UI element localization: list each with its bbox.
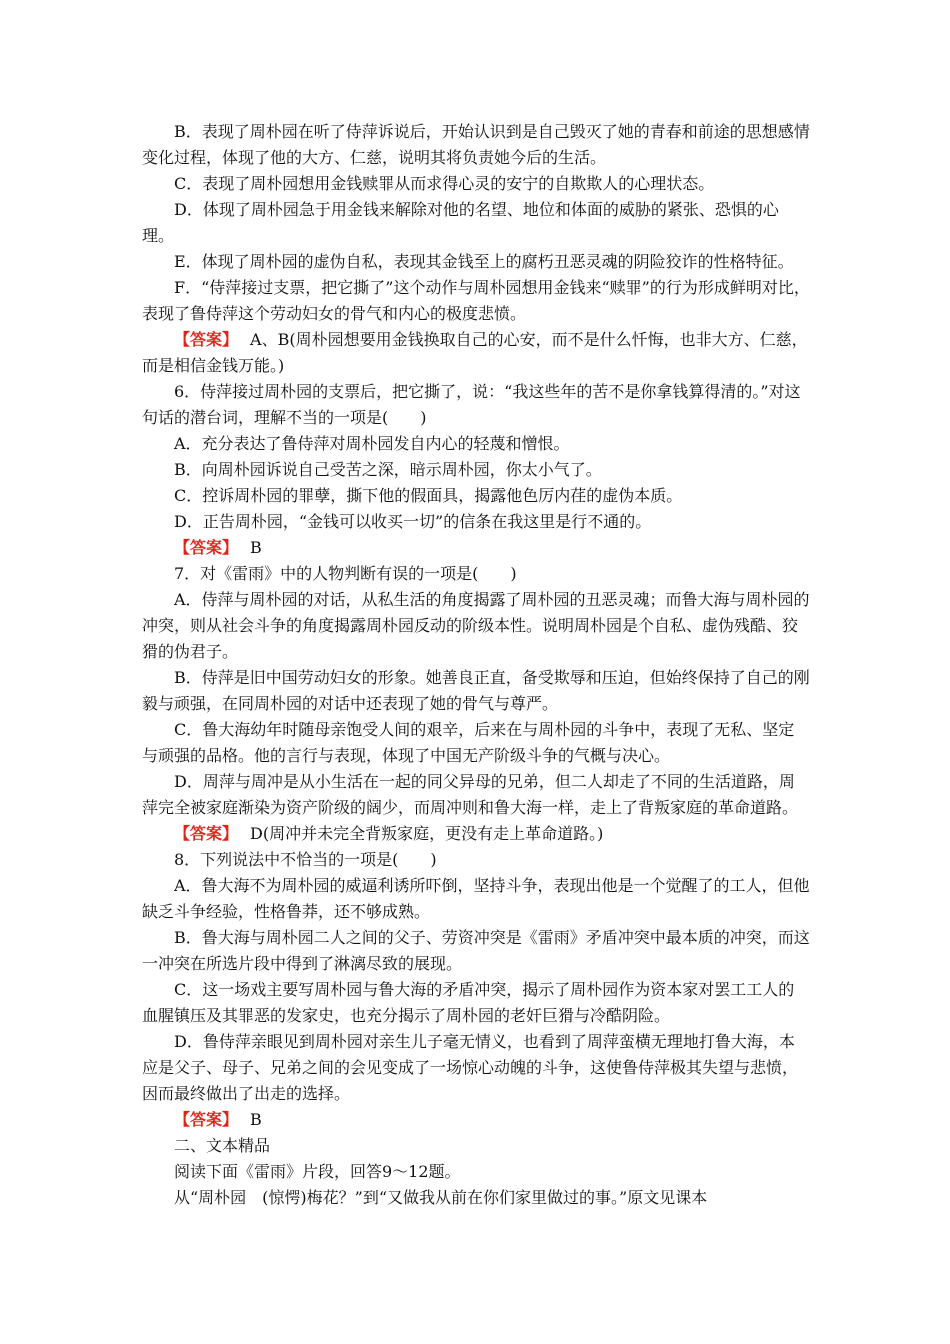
paragraph-q7-b: B．侍萍是旧中国劳动妇女的形象。她善良正直，备受欺辱和压迫，但始终保持了自己的刚毅与顽强，在同周朴园的对话中还表现了她的骨气与尊严。 (142, 668, 810, 713)
answer-line (142, 821, 810, 847)
answer-text: A、B(周朴园想要用金钱换取自己的心安，而不是什么忏悔，也非大方、仁慈，而是相信金钱万能。) (142, 330, 808, 375)
paragraph-q8-b: B．鲁大海与周朴园二人之间的父子、劳资冲突是《雷雨》矛盾冲突中最本质的冲突，而这一冲突在所选片段中得到了淋漓尽致的展现。 (142, 928, 810, 973)
answer-label: 【答案】 (174, 824, 239, 843)
paragraph-excerpt-range: 从“周朴园 (惊愕)梅花？”到“又做我从前在你们家里做过的事。”原文见课本 (174, 1188, 708, 1207)
paragraph-reading-intro: 阅读下面《雷雨》片段，回答9～12题。 (174, 1162, 461, 1181)
paragraph-q6: 6．侍萍接过周朴园的支票后，把它撕了，说：“我这些年的苦不是你拿钱算得清的。”对这句话的潜台词，理解不当的一项是( ) (142, 382, 801, 427)
answer-text: B (250, 1110, 262, 1129)
answer-label: 【答案】 (174, 538, 239, 557)
paragraph-q5-b: B．表现了周朴园在听了侍萍诉说后，开始认识到是自己毁灭了她的青春和前途的思想感情变化过程，体现了他的大方、仁慈，说明其将负责她今后的生活。 (142, 122, 810, 167)
paragraph-q7: 7．对《雷雨》中的人物判断有误的一项是( ) (174, 564, 517, 583)
paragraph-q7-a: A．侍萍与周朴园的对话，从私生活的角度揭露了周朴园的丑恶灵魂；而鲁大海与周朴园的冲突，则从社会斗争的角度揭露周朴园反动的阶级本性。说明周朴园是个自私、虚伪残酷、狡猾的伪君子。 (142, 590, 810, 661)
document-body (142, 119, 810, 1211)
answer-label: 【答案】 (174, 330, 239, 349)
paragraph-q7-c: C．鲁大海幼年时随母亲饱受人间的艰辛，后来在与周朴园的斗争中，表现了无私、坚定与顽强的品格。他的言行与表现，体现了中国无产阶级斗争的气概与决心。 (142, 720, 795, 765)
paragraph-q5-d: D．体现了周朴园急于用金钱来解除对他的名望、地位和体面的威胁的紧张、恐惧的心理。 (142, 200, 779, 245)
paragraph-q5-c: C．表现了周朴园想用金钱赎罪从而求得心灵的安宁的自欺欺人的心理状态。 (174, 174, 715, 193)
paragraph-q5-f: F．“侍萍接过支票，把它撕了”这个动作与周朴园想用金钱来“赎罪”的行为形成鲜明对比，表现了鲁侍萍这个劳动妇女的骨气和内心的极度悲愤。 (142, 278, 810, 323)
answer-line (142, 327, 810, 379)
paragraph-q8-c: C．这一场戏主要写周朴园与鲁大海的矛盾冲突，揭示了周朴园作为资本家对罢工工人的血腥镇压及其罪恶的发家史，也充分揭示了周朴园的老奸巨猾与冷酷阴险。 (142, 980, 795, 1025)
paragraph-q8-d: D．鲁侍萍亲眼见到周朴园对亲生儿子毫无情义，也看到了周萍蛮横无理地打鲁大海，本应是父子、母子、兄弟之间的会见变成了一场惊心动魄的斗争，这使鲁侍萍极其失望与悲愤，因而最终做出了出走的选择。 (142, 1032, 799, 1103)
answer-line (142, 535, 810, 561)
paragraph-q8-a: A．鲁大海不为周朴园的威逼利诱所吓倒，坚持斗争，表现出他是一个觉醒了的工人，但他缺乏斗争经验，性格鲁莽，还不够成熟。 (142, 876, 810, 921)
paragraph-q5-e: E．体现了周朴园的虚伪自私，表现其金钱至上的腐朽丑恶灵魂的阴险狡诈的性格特征。 (174, 252, 794, 271)
paragraph-q6-c: C．控诉周朴园的罪孽，撕下他的假面具，揭露他色厉内荏的虚伪本质。 (174, 486, 683, 505)
paragraph-q6-b: B．向周朴园诉说自己受苦之深，暗示周朴园，你太小气了。 (174, 460, 602, 479)
paragraph-q7-d: D．周萍与周冲是从小生活在一起的同父异母的兄弟，但二人却走了不同的生活道路，周萍完全被家庭渐染为资产阶级的阔少，而周冲则和鲁大海一样，走上了背叛家庭的革命道路。 (142, 772, 799, 817)
answer-text: B (250, 538, 262, 557)
paragraph-section-2: 二、文本精品 (174, 1136, 271, 1155)
paragraph-q6-d: D．正告周朴园，“金钱可以收买一切”的信条在我这里是行不通的。 (174, 512, 652, 531)
paragraph-q8: 8．下列说法中不恰当的一项是( ) (174, 850, 437, 869)
answer-line (142, 1107, 810, 1133)
answer-text: D(周冲并未完全背叛家庭，更没有走上革命道路。) (250, 824, 604, 843)
paragraph-q6-a: A．充分表达了鲁侍萍对周朴园发自内心的轻蔑和憎恨。 (174, 434, 570, 453)
answer-label: 【答案】 (174, 1110, 239, 1129)
